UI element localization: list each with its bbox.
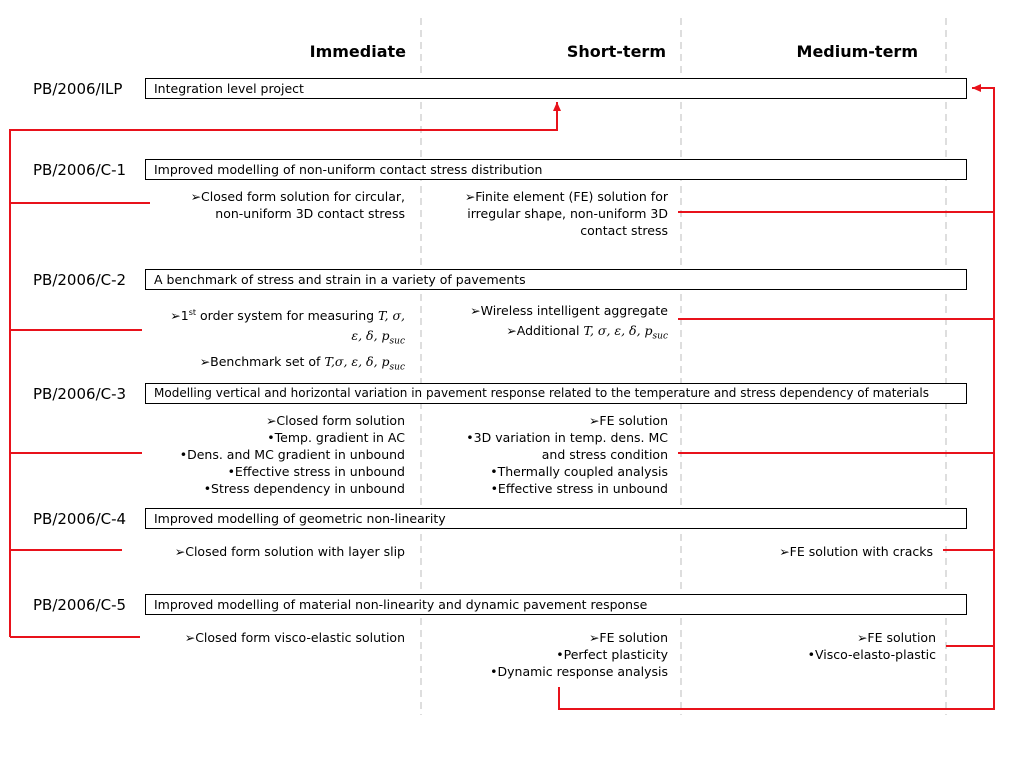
code-c1: PB/2006/C-1 [33,161,127,179]
code-c5: PB/2006/C-5 [33,596,127,614]
cell-c1-short: ➢Finite element (FE) solution for irregular shape, non-uniform 3D contact stress [464,189,668,238]
cell-c3-immediate: ➢Closed form solution •Temp. gradient in AC •Dens. and MC gradient in unbound •Effective stress in unbound •Stress dependency in unbound [179,413,405,496]
box-c2: A benchmark of stress and strain in a variety of pavements [145,269,967,290]
cell-c5-immediate: ➢Closed form visco-elastic solution [184,630,405,645]
cell-c1-immediate: ➢Closed form solution for circular, non-uniform 3D contact stress [190,189,405,221]
cell-c4-medium: ➢FE solution with cracks [779,544,933,559]
box-c1: Improved modelling of non-uniform contact stress distribution [145,159,967,180]
header-immediate: Immediate [309,42,406,61]
cell-c4-immediate: ➢Closed form solution with layer slip [174,544,405,559]
box-c4: Improved modelling of geometric non-linearity [145,508,967,529]
box-ilp: Integration level project [145,78,967,99]
code-c4: PB/2006/C-4 [33,510,127,528]
code-c2: PB/2006/C-2 [33,271,127,289]
header-short-term: Short-term [566,42,666,61]
cell-c3-short: ➢FE solution •3D variation in temp. dens. MC and stress condition •Thermally coupled analysis •Effective stress in unbound [466,413,668,496]
cell-c2-immediate: ➢1st order system for measuring T, σ, ε, δ, $p_{suc}$ ➢Benchmark set of T,σ, ε, δ, $p_{suc}$ [170,308,405,373]
code-ilp: PB/2006/ILP [33,80,123,98]
header-medium-term: Medium-term [796,42,918,61]
cell-c2-short: ➢Wireless intelligent aggregate ➢Additional T, σ, ε, δ, $p_{suc}$ [470,303,668,342]
code-c3: PB/2006/C-3 [33,385,127,403]
box-c3: Modelling vertical and horizontal variation in pavement response related to the temperature and stress dependency of materials [145,383,967,404]
cell-c5-short: ➢FE solution •Perfect plasticity •Dynamic response analysis [490,630,668,679]
box-c5: Improved modelling of material non-linearity and dynamic pavement response [145,594,967,615]
cell-c5-medium: ➢FE solution •Visco-elasto-plastic [807,630,936,662]
